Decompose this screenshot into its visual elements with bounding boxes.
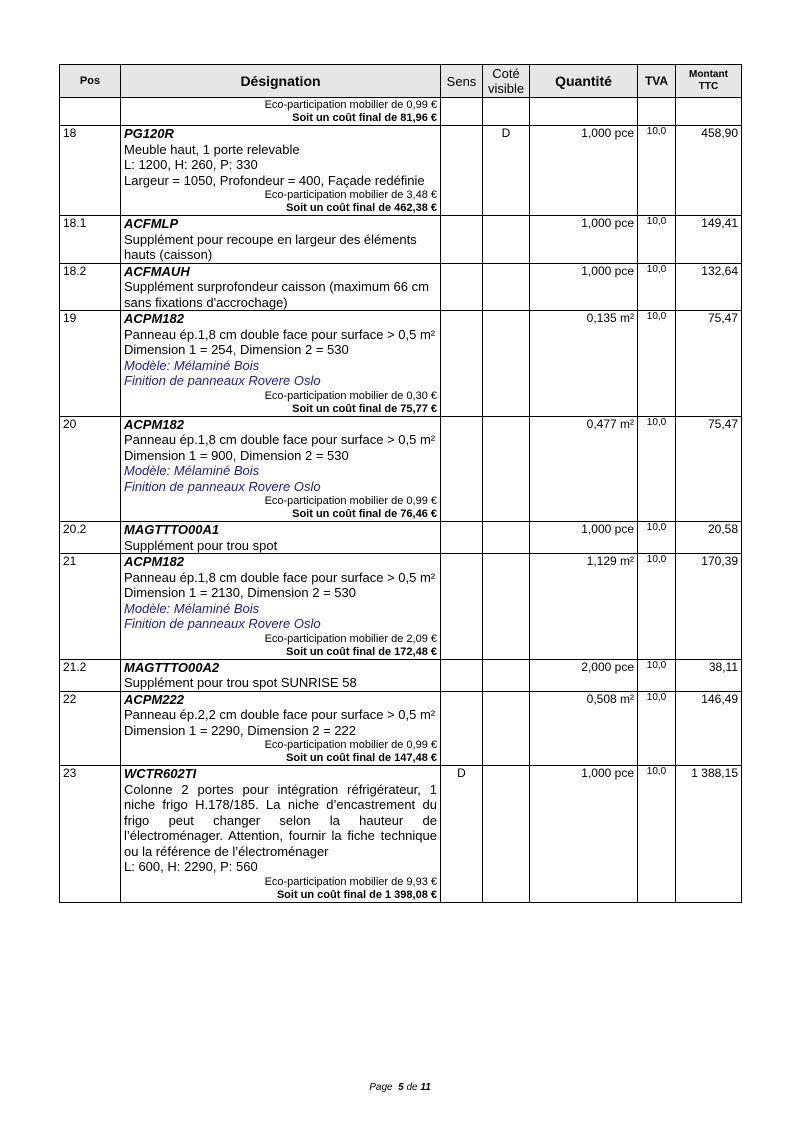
row-designation: [121, 659, 441, 691]
article-code: ACFMLP: [124, 216, 179, 231]
description-line: Supplément pour trou spot SUNRISE 58: [124, 675, 357, 690]
final-cost: Soit un coût final de 81,96 €: [292, 112, 437, 124]
row-tva: 10,0: [638, 766, 676, 903]
eco-participation: Eco-participation mobilier de 0,99 €: [264, 495, 437, 507]
row-tva: 10,0: [638, 691, 676, 766]
row-cote-visible: [483, 766, 530, 903]
description-line: Colonne 2 portes pour intégration réfrigérateur, 1 niche frigo H.178/185. La niche d’encastrement du frigo peut changer selon la hauteur de l’électroménager. Attention, fournir la fiche technique ou la référence de l’électroménager: [124, 781, 437, 859]
row-designation: [121, 126, 441, 216]
row-sens: [441, 216, 483, 264]
row-designation: [121, 263, 441, 311]
row-pos: 23: [60, 766, 121, 903]
row-sens: [441, 554, 483, 660]
row-quantity: 0,135 m²: [530, 311, 638, 417]
row-designation: [121, 216, 441, 264]
description-line: Dimension 1 = 2290, Dimension 2 = 222: [124, 722, 356, 738]
header-quantite: Quantité: [530, 65, 638, 98]
article-code: ACPM182: [124, 554, 184, 569]
row-pos: 18.2: [60, 263, 121, 311]
row-tva: 10,0: [638, 311, 676, 417]
article-code: PG120R: [124, 126, 174, 141]
finish-line: Finition de panneaux Rovere Oslo: [124, 478, 321, 494]
row-sens: [441, 263, 483, 311]
header-pos: Pos: [60, 65, 121, 98]
row-designation: [121, 691, 441, 766]
article-code: ACPM182: [124, 416, 184, 432]
row-montant: 149,41: [676, 216, 742, 264]
carry-pos: [60, 98, 121, 126]
description-line: Meuble haut, 1 porte relevable: [124, 141, 300, 157]
final-cost: Soit un coût final de 75,77 €: [292, 402, 437, 415]
row-quantity: 1,000 pce: [530, 766, 638, 903]
row-pos: 21.2: [60, 659, 121, 691]
row-pos: 20: [60, 416, 121, 522]
row-cote-visible: [483, 659, 530, 691]
final-cost: Soit un coût final de 76,46 €: [292, 508, 437, 520]
article-code: MAGTTTO00A1: [124, 522, 220, 537]
description-line: L: 600, H: 2290, P: 560: [124, 859, 258, 874]
row-quantity: 0,477 m²: [530, 416, 638, 522]
row-quantity: 1,129 m²: [530, 554, 638, 660]
eco-participation: Eco-participation mobilier de 0,99 €: [264, 99, 437, 111]
eco-participation: Eco-participation mobilier de 9,93 €: [264, 875, 437, 888]
table-row: [60, 522, 742, 554]
row-montant: 20,58: [676, 522, 742, 554]
row-tva: 10,0: [638, 659, 676, 691]
row-quantity: 1,000 pce: [530, 126, 638, 216]
header-cote-visible: Coté visible: [483, 65, 530, 98]
page-number: 5: [398, 1082, 404, 1093]
table-row: [60, 691, 742, 766]
row-montant: 75,47: [676, 416, 742, 522]
description-line: Panneau ép.1,8 cm double face pour surface > 0,5 m²: [124, 432, 436, 447]
eco-participation: Eco-participation mobilier de 3,48 €: [264, 189, 437, 201]
model-line: Modèle: Mélaminé Bois: [124, 463, 260, 478]
description-line: Panneau ép.1,8 cm double face pour surface > 0,5 m²: [124, 569, 436, 585]
row-montant: 1 388,15: [676, 766, 742, 903]
row-montant: 132,64: [676, 263, 742, 311]
row-pos: 20.2: [60, 522, 121, 554]
page-footer: [0, 1082, 800, 1093]
final-cost: Soit un coût final de 1 398,08 €: [276, 888, 437, 901]
row-tva: 10,0: [638, 216, 676, 264]
row-quantity: 1,000 pce: [530, 263, 638, 311]
row-sens: D: [441, 766, 483, 903]
row-sens: [441, 126, 483, 216]
table-row: [60, 554, 742, 660]
row-pos: 22: [60, 691, 121, 766]
row-designation: [121, 766, 441, 903]
row-cote-visible: [483, 554, 530, 660]
table-row: [60, 659, 742, 691]
row-quantity: 0,508 m²: [530, 691, 638, 766]
description-line: Panneau ép.1,8 cm double face pour surface > 0,5 m²: [124, 326, 436, 342]
article-code: ACFMAUH: [124, 263, 190, 279]
row-tva: 10,0: [638, 522, 676, 554]
row-cote-visible: [483, 416, 530, 522]
row-tva: 10,0: [638, 263, 676, 311]
row-quantity: 2,000 pce: [530, 659, 638, 691]
header-tva: TVA: [638, 65, 676, 98]
row-montant: 170,39: [676, 554, 742, 660]
row-cote-visible: [483, 522, 530, 554]
header-montant-ttc: Montant TTC: [676, 65, 742, 98]
row-sens: [441, 691, 483, 766]
table-row: [60, 311, 742, 417]
row-montant: 38,11: [676, 659, 742, 691]
row-designation: [121, 311, 441, 417]
row-montant: 75,47: [676, 311, 742, 417]
description-line: L: 1200, H: 260, P: 330: [124, 157, 258, 172]
description-line: Dimension 1 = 2130, Dimension 2 = 530: [124, 585, 356, 600]
article-code: ACPM222: [124, 691, 184, 707]
row-cote-visible: [483, 216, 530, 264]
row-tva: 10,0: [638, 126, 676, 216]
eco-participation: Eco-participation mobilier de 0,99 €: [264, 739, 437, 751]
table-row: [60, 216, 742, 264]
row-tva: 10,0: [638, 416, 676, 522]
row-sens: [441, 416, 483, 522]
header-sens: Sens: [441, 65, 483, 98]
row-cote-visible: [483, 263, 530, 311]
eco-participation: Eco-participation mobilier de 2,09 €: [264, 632, 437, 645]
description-line: Dimension 1 = 900, Dimension 2 = 530: [124, 447, 349, 463]
row-tva: 10,0: [638, 554, 676, 660]
row-designation: [121, 416, 441, 522]
row-quantity: 1,000 pce: [530, 216, 638, 264]
final-cost: Soit un coût final de 147,48 €: [286, 752, 437, 764]
row-quantity: 1,000 pce: [530, 522, 638, 554]
row-montant: 458,90: [676, 126, 742, 216]
eco-participation: Eco-participation mobilier de 0,30 €: [264, 389, 437, 402]
row-pos: 19: [60, 311, 121, 417]
table-row: [60, 766, 742, 903]
row-designation: [121, 522, 441, 554]
quote-table: [59, 64, 742, 903]
article-code: MAGTTTO00A2: [124, 659, 220, 675]
table-header-row: [60, 65, 742, 98]
description-line: Dimension 1 = 254, Dimension 2 = 530: [124, 342, 349, 357]
carry-over-row: [60, 98, 742, 126]
description-line: Supplément surprofondeur caisson (maximum 66 cm sans fixations d'accrochage): [124, 279, 429, 310]
row-pos: 18.1: [60, 216, 121, 264]
row-sens: [441, 522, 483, 554]
header-designation: Désignation: [121, 65, 441, 98]
row-sens: [441, 311, 483, 417]
row-cote-visible: D: [483, 126, 530, 216]
row-cote-visible: [483, 311, 530, 417]
row-montant: 146,49: [676, 691, 742, 766]
row-sens: [441, 659, 483, 691]
final-cost: Soit un coût final de 172,48 €: [286, 645, 437, 658]
article-code: ACPM182: [124, 311, 184, 326]
of-word: de: [406, 1082, 418, 1093]
finish-line: Finition de panneaux Rovere Oslo: [124, 373, 321, 388]
table-row: [60, 263, 742, 311]
article-code: WCTR602TI: [124, 766, 197, 781]
description-line: Supplément pour trou spot: [124, 537, 278, 553]
model-line: Modèle: Mélaminé Bois: [124, 357, 260, 373]
description-line: Panneau ép.2,2 cm double face pour surface > 0,5 m²: [124, 707, 436, 722]
page-total: 11: [420, 1082, 431, 1093]
table-row: [60, 126, 742, 216]
row-cote-visible: [483, 691, 530, 766]
model-line: Modèle: Mélaminé Bois: [124, 600, 260, 616]
page-word: Page: [369, 1082, 393, 1093]
finish-line: Finition de panneaux Rovere Oslo: [124, 616, 321, 631]
description-line: Supplément pour recoupe en largeur des éléments hauts (caisson): [124, 231, 417, 262]
carry-designation: [121, 98, 441, 126]
row-designation: [121, 554, 441, 660]
table-row: [60, 416, 742, 522]
row-pos: 21: [60, 554, 121, 660]
row-pos: 18: [60, 126, 121, 216]
description-line: Largeur = 1050, Profondeur = 400, Façade redéfinie: [124, 172, 425, 188]
final-cost: Soit un coût final de 462,38 €: [286, 202, 437, 214]
